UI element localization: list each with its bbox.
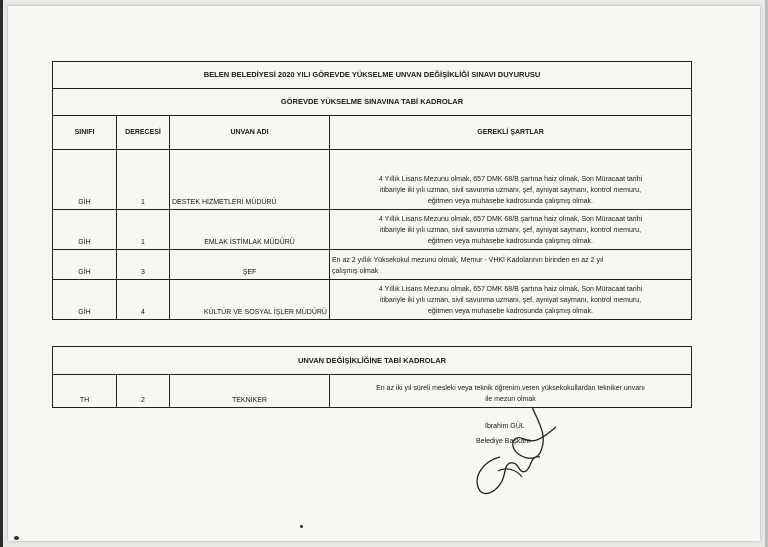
title-change-table [52,346,692,408]
sart-line: itibariyle iki yılı uzman, sivil savunma uzmanı, şef, ayniyat saymanı, kontrol memuru, [379,227,642,234]
cell-sartlar [330,280,692,320]
table-row [53,280,692,320]
cell-sinif: GİH [53,150,117,210]
cell-sartlar [330,375,692,408]
sart-line: 4 Yıllık Lisans Mezunu olmak, 657 DMK 68/B şartına haiz olmak, Son Müracaat tarihi [378,286,643,293]
sart-line: En az 2 yıllık Yüksekokul mezunu olmak, Memur - VHKİ Kadolarının birinden en az 2 yıl [332,257,604,264]
cell-unvan: DESTEK HİZMETLERİ MÜDÜRÜ [170,150,330,210]
cell-sartlar [330,150,692,210]
cell-sinif: GİH [53,210,117,250]
promotion-table [52,61,692,320]
sart-line: ile mezun olmak [485,396,536,403]
sart-line: çalışmış olmak [332,268,379,275]
cell-derece: 2 [117,375,170,408]
cell-derece: 1 [117,210,170,250]
header-derecesi: DERECESİ [117,116,170,150]
header-unvan: UNVAN ADI [170,116,330,150]
scan-speck [300,525,303,528]
sart-line: eğitmen veya muhasebe kadrosunda çalışmış olmak. [428,238,593,245]
scan-speck [14,536,19,540]
table-row [53,250,692,280]
signatory-name: İbrahim GÜL [485,423,525,430]
cell-derece: 3 [117,250,170,280]
table-row [53,375,692,408]
sart-line: 4 Yıllık Lisans Mezunu olmak, 657 DMK 68/B şartına haiz olmak, Son Müracaat tarihi [378,216,643,223]
sart-line: En az iki yıl süreli mesleki veya teknik öğrenim veren yüksekokullardan tekniker unvanı [376,385,645,392]
table-row [53,210,692,250]
sart-line: itibariyle iki yılı uzman, sivil savunma uzmanı, şef, ayniyat saymanı, kontrol memuru, [379,187,642,194]
cell-unvan: TEKNİKER [170,375,330,408]
section1-title: GÖREVDE YÜKSELME SINAVINA TABİ KADROLAR [53,89,692,116]
cell-derece: 4 [117,280,170,320]
header-sinifi: SINIFI [53,116,117,150]
sart-line: itibariyle iki yılı uzman, sivil savunma uzmanı, şef, ayniyat saymanı, kontrol memuru, [379,297,642,304]
sart-line: eğitmen veya muhasebe kadrosunda çalışmış olmak. [428,198,593,205]
cell-sinif: GİH [53,250,117,280]
cell-unvan: EMLAK İSTİMLAK MÜDÜRÜ [170,210,330,250]
cell-unvan: ŞEF [170,250,330,280]
cell-sinif: TH [53,375,117,408]
section2-title: UNVAN DEĞİŞİKLİĞİNE TABİ KADROLAR [53,347,692,375]
cell-sartlar [330,210,692,250]
cell-unvan: KÜLTÜR VE SOSYAL İŞLER MÜDÜRÜ [170,280,330,320]
scan-edge-left [0,0,3,547]
sart-line: 4 Yıllık Lisans Mezunu olmak, 657 DMK 68/B şartına haiz olmak, Son Müracaat tarihi [378,176,643,183]
signature-block [470,405,620,505]
cell-sinif: GİH [53,280,117,320]
main-title: BELEN BELEDİYESİ 2020 YILI GÖREVDE YÜKSELME UNVAN DEĞİŞİKLİĞİ SINAVI DUYURUSU [53,62,692,89]
header-sartlar: GEREKLİ ŞARTLAR [330,116,692,150]
table-row [53,150,692,210]
sart-line: eğitmen veya muhasebe kadrosunda çalışmış olmak. [428,308,593,315]
handwritten-signature-icon [470,405,620,505]
cell-sartlar [330,250,692,280]
cell-derece: 1 [117,150,170,210]
signatory-title: Belediye Başkanı [476,438,531,445]
